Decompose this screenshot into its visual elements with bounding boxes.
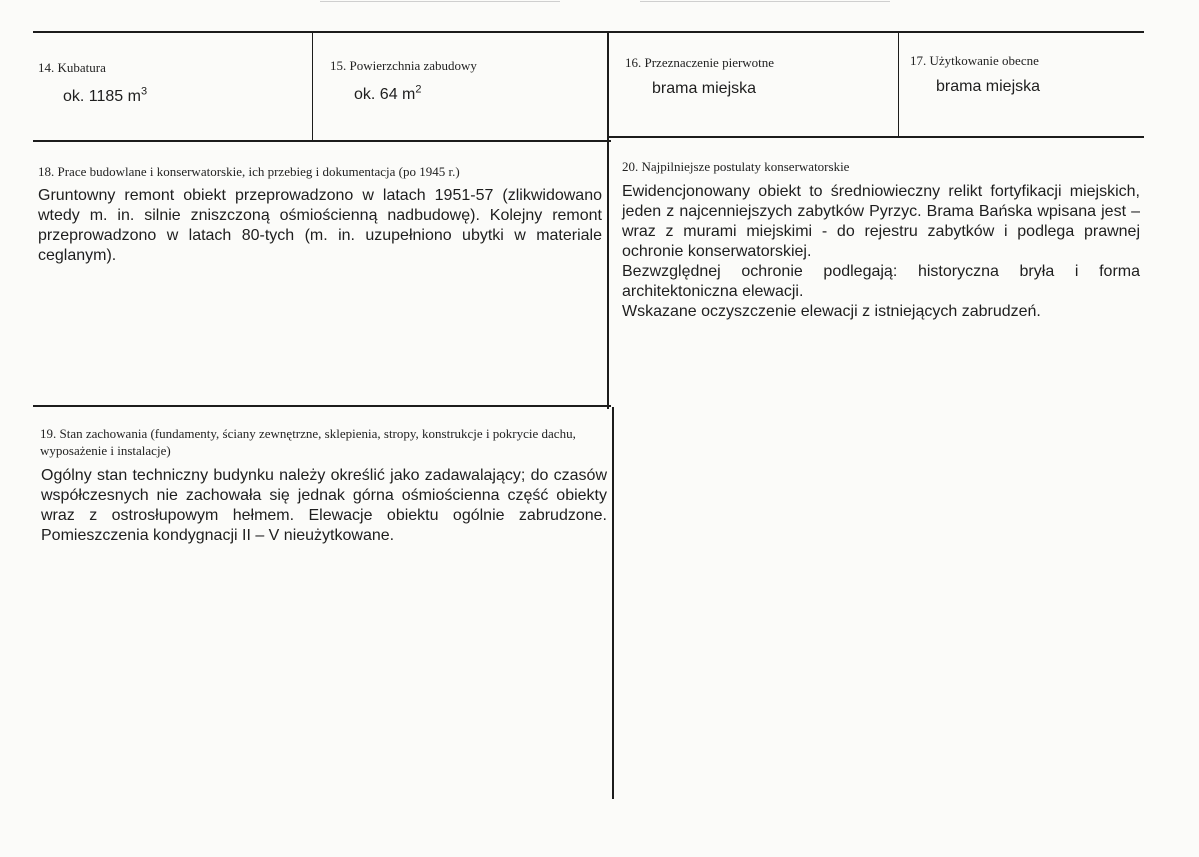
field-17-value: brama miejska [936, 78, 1041, 95]
row-divider-line [33, 140, 611, 142]
field-18-label: 18. Prace budowlane i konserwatorskie, ich przebieg i dokumentacja (po 1945 r.) [38, 164, 460, 179]
field-16-value: brama miejska [652, 80, 757, 97]
field-20-paragraph: Bezwzględnej ochronie podlegają: historyczna bryła i forma architektoniczna elewacji. [622, 263, 1140, 300]
field-19-label: 19. Stan zachowania (fundamenty, ściany zewnętrzne, sklepienia, stropy, konstrukcje i pokrycie dachu, wyposażenie i instalacje) [40, 426, 576, 458]
field-divider-line [33, 405, 611, 407]
column-divider-line [312, 31, 313, 141]
field-15-label: 15. Powierzchnia zabudowy [330, 58, 477, 73]
field-20-label: 20. Najpilniejsze postulaty konserwatorskie [622, 159, 850, 174]
field-20-text [622, 182, 1140, 322]
field-18-text: Gruntowny remont obiekt przeprowadzono w latach 1951-57 (zlikwidowano wtedy m. in. silnie zniszczoną ośmiościenną nadbudowę). Kolejny remont przeprowadzono w latach 80-tych (m. in. uzupełniono ubytki w materiale ceglanym). [38, 187, 602, 264]
field-14-value-text: ok. 1185 m [63, 88, 141, 105]
field-20-paragraph: Wskazane oczyszczenie elewacji z istniejących zabrudzeń. [622, 303, 1041, 320]
field-14-value [63, 87, 147, 107]
field-15-unit-exponent: 2 [415, 83, 422, 96]
row-divider-line [607, 136, 1144, 138]
center-column-divider-line [612, 407, 614, 799]
field-20-paragraph: Ewidencjonowany obiekt to średniowieczny relikt fortyfikacji miejskich, jeden z najcenniejszych zabytków Pyrzyc. Brama Bańska wpisana jest – wraz z murami miejskimi - do rejestru zabytków i podlega prawnej ochronie konserwatorskiej. [622, 183, 1140, 260]
field-16-label: 16. Przeznaczenie pierwotne [625, 55, 775, 70]
field-17-label: 17. Użytkowanie obecne [910, 53, 1039, 68]
center-column-divider-line [607, 31, 609, 409]
field-19-text: Ogólny stan techniczny budynku należy określić jako zadawalający; do czasów współczesnych nie zachowała się jednak górna ośmiościenna część obiekty wraz z ostrosłupowym hełmem. Elewacje obiektu ogólnie zabrudzone. Pomieszczenia kondygnacji II – V nieużytkowane. [41, 467, 607, 544]
scan-artifact-line [320, 1, 560, 2]
field-14-unit-exponent: 3 [140, 85, 148, 98]
top-border-line [33, 31, 1144, 33]
field-14-label: 14. Kubatura [38, 60, 106, 75]
column-divider-line [898, 31, 899, 138]
field-15-value [354, 85, 421, 105]
field-15-value-text: ok. 64 m [354, 86, 416, 103]
scan-artifact-line [640, 1, 890, 2]
